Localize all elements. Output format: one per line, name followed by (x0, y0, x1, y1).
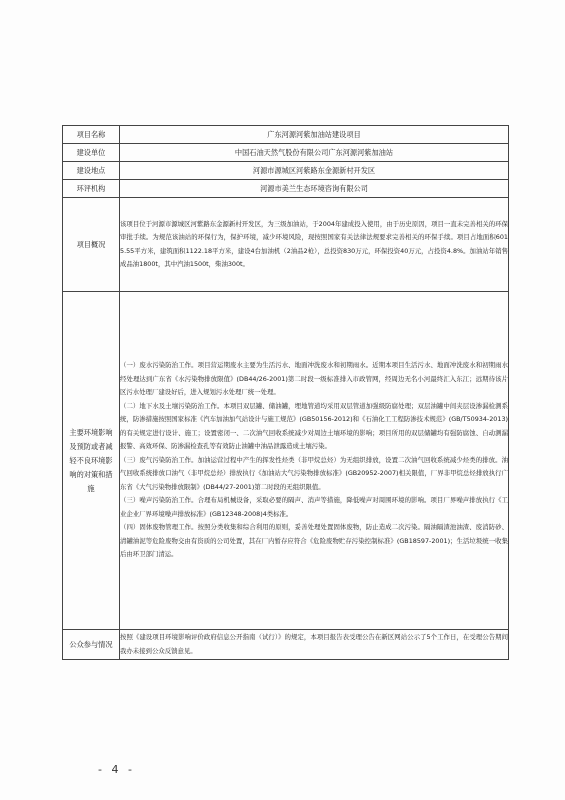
label-measures: 主要环境影响及预防或者减轻不良环境影响的对策和措施 (63, 292, 120, 630)
measure-paragraph: （四）固体废物管理工作。按照分类收集和综合利用的原则，妥善处理处置固体废物，防止造成二次污染。隔油隔渣池油渣、废消防砂、清罐油泥等危险废物交由有资质的公司处置，其在厂内暂存应符合《危险废物贮存污染控制标准》(GB18597-2001)；生活垃圾统一收集后由环卫部门清运。 (120, 523, 508, 559)
measure-paragraph: （二）地下水及土壤污染防治工作。本项目双层罐、储油罐，埋地管道均采用双层管道加强级防腐处理；双层油罐中间夹层设渗漏检测系统，防渗措施按照国家标准《汽车加油加气站设计与施工规范》(GB50156-2012)和《石油化工工程防渗技术规范》(GB/T50934-2013)的有关规定进行设计、施工；设置密闭一、二次油气回收系统减少对周边土壤环境的影响；项目所用的双层储罐均有强防腐蚀、自动测漏报警、高效环保、防渗漏检查孔等有效防止油罐中油品泄露造成土壤污染。 (120, 401, 508, 451)
public-cell (120, 630, 509, 660)
label-project-name: 项目名称 (63, 126, 120, 144)
row-unit (63, 144, 509, 162)
row-project-name (63, 126, 509, 144)
measure-paragraph: （三）废气污染防治工作。加油运营过程中产生的挥发性烃类（非甲烷总烃）为无组织排放，设置二次油气回收系统减少烃类的排放。油气回收系统排放口油气（非甲烷总烃）排放执行《加油站大气污染物排放标准》(GB20952-2007)相关限值，厂界非甲烷总烃排放执行广东省《大气污染物排放限制》(DB44/27-2001)第二时段的无组织限值。 (120, 455, 508, 491)
label-eia-org: 环评机构 (63, 180, 120, 198)
public-text: 按照《建设项目环境影响评价政府信息公开指南（试行）》的规定，本项目报告表受理公告在新区网站公示了5个工作日，在受理公告期间我办未接到公众反馈意见。 (120, 633, 508, 655)
measures-cell (120, 292, 509, 630)
label-location: 建设地点 (63, 162, 120, 180)
measure-paragraph: （三）噪声污染防治工作。合理布局机械设备，采取必要的隔声、消声等措施，降低噪声对周围环境的影响。项目厂界噪声排放执行《工业企业厂界环境噪声排放标准》(GB12348-2008)4类标准。 (120, 496, 508, 518)
measure-paragraph: （一）废水污染防治工作。项目营运期废水主要为生活污水、地面冲洗废水和初期雨水。近期本项目生活污水、地面冲洗废水和初期雨水经处理达到广东省《水污染物排放限值》(DB44/26-2001)第二时段一级标准排入市政管网，经周边无名小河最终汇入东江；远期待该片区污水处理厂建设好后，进入规划污水处理厂统一处理。 (120, 361, 508, 397)
row-location (63, 162, 509, 180)
page-number: - 4 - (98, 763, 135, 776)
row-measures (63, 292, 509, 630)
row-overview (63, 198, 509, 292)
project-info-table (62, 125, 509, 660)
value-location: 河源市源城区河紫路东金源新村开发区 (120, 162, 509, 180)
value-eia-org: 河源市美兰生态环境咨询有限公司 (120, 180, 509, 198)
overview-cell (120, 198, 509, 292)
label-unit: 建设单位 (63, 144, 120, 162)
value-unit: 中国石油天然气股份有限公司广东河源河紫加油站 (120, 144, 509, 162)
overview-text: 该项目位于河源市源城区河紫路东金源新村开发区，为三级加油站，于2004年建成投入使用，由于历史原因，项目一直未完善相关的环保审批手续。为规范该油站的环保行为，保护环境，减少环境风险，现按照国家有关法律法规要求完善相关的环保手续。项目占地面积6015.55平方米，建筑面积1122.18平方米，建设4台加油机（2油品2枪），总投资830万元，环保投资40万元，占投资4.8%。加油站年销售成品油1800t，其中汽油1500t，柴油300t。 (120, 219, 508, 268)
label-public: 公众参与情况 (63, 630, 120, 660)
row-eia-org (63, 180, 509, 198)
value-project-name: 广东河源河紫加油站建设项目 (120, 126, 509, 144)
label-overview: 项目概况 (63, 198, 120, 292)
row-public (63, 630, 509, 660)
